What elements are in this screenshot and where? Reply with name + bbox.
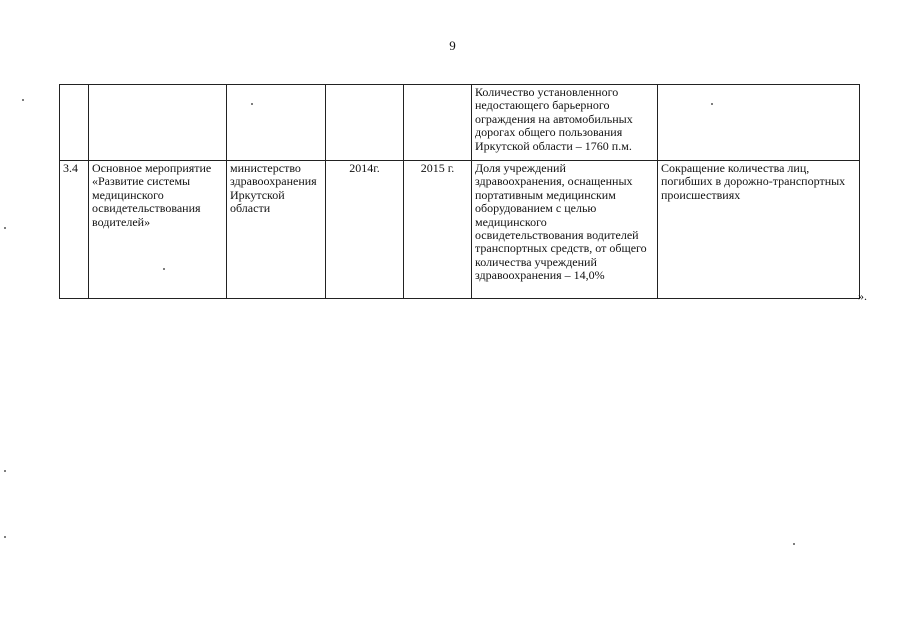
cell-number: 3.4 [60, 161, 89, 299]
scan-speck [711, 103, 713, 105]
scan-speck [4, 536, 6, 538]
program-activities-table [59, 84, 860, 299]
cell-activity: Основное мероприятие «Развитие системы медицинского освидетельствования водителей» [89, 161, 227, 299]
cell-indicator: Количество установленного недостающего барьерного ограждения на автомобильных дорогах общего пользования Иркутской области – 1760 п.м. [472, 85, 658, 161]
cell-start-year [326, 85, 404, 161]
cell-activity [89, 85, 227, 161]
cell-indicator: Доля учреждений здравоохранения, оснащенных портативным медицинским оборудованием с целью медицинского освидетельствования водителей транспортных средств, от общего количества учреждений здравоохранения – 14,0% [472, 161, 658, 299]
scan-speck [793, 543, 795, 545]
cell-executor [227, 85, 326, 161]
cell-end-year [404, 85, 472, 161]
scan-speck [4, 227, 6, 229]
closing-quote-mark: ». [858, 289, 867, 303]
cell-start-year: 2014г. [326, 161, 404, 299]
page-number: 9 [449, 38, 456, 53]
cell-end-year: 2015 г. [404, 161, 472, 299]
cell-executor: министерство здравоохранения Иркутской области [227, 161, 326, 299]
scan-speck [22, 99, 24, 101]
table-row [60, 161, 860, 299]
scan-speck [251, 103, 253, 105]
scan-speck [4, 470, 6, 472]
scan-speck [163, 268, 165, 270]
table-row [60, 85, 860, 161]
cell-result: Сокращение количества лиц, погибших в дорожно-транспортных происшествиях [658, 161, 860, 299]
cell-number [60, 85, 89, 161]
cell-result [658, 85, 860, 161]
